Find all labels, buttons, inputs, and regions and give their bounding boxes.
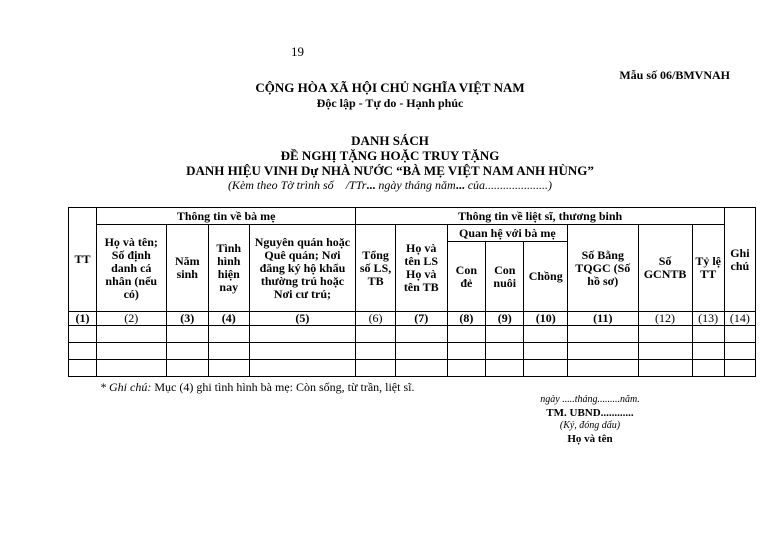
- num-2: (2): [97, 312, 167, 326]
- num-3: (3): [166, 312, 209, 326]
- col-martyr-name: Họ và tên LS Họ và tên TB: [395, 225, 447, 312]
- num-12: (12): [638, 312, 692, 326]
- num-13: (13): [692, 312, 724, 326]
- col-cert: Số Bằng TQGC (Số hồ sơ): [568, 225, 639, 312]
- title-reference: [0, 178, 780, 193]
- page-number: 19: [291, 44, 304, 59]
- col-gcntb: Số GCNTB: [638, 225, 692, 312]
- footnote-text: Mục (4) ghi tình hình bà mẹ: Còn sống, từ trần, liệt sĩ.: [151, 380, 415, 394]
- footnote-label: * Ghi chú:: [100, 380, 152, 394]
- ref-part-e: ...: [455, 178, 465, 192]
- num-6: (6): [356, 312, 395, 326]
- ref-part-b: /TTr: [345, 178, 367, 192]
- nomination-table: [68, 207, 756, 377]
- num-1: (1): [69, 312, 97, 326]
- col-rate: Tỷ lệ TT: [692, 225, 724, 312]
- group-relation: Quan hệ với bà mẹ: [447, 225, 567, 242]
- num-14: (14): [724, 312, 755, 326]
- col-note: Ghi chú: [724, 208, 755, 312]
- signature-instruction: (Ký, đóng dấu): [559, 420, 621, 431]
- col-origin: Nguyên quán hoặc Quê quán; Nơi đăng ký hộ khẩu thường trú hoặc Nơi cư trú;: [249, 225, 356, 312]
- col-tt: TT: [69, 208, 97, 312]
- num-7: (7): [395, 312, 447, 326]
- number-row: [69, 312, 756, 326]
- motto: Độc lập - Tự do - Hạnh phúc: [316, 96, 464, 110]
- num-10: (10): [524, 312, 568, 326]
- table-row: [69, 326, 756, 343]
- title-line-1: DANH SÁCH: [351, 133, 429, 148]
- signature-org: TM. UBND............: [546, 407, 634, 419]
- footnote: [100, 380, 414, 395]
- col-total: Tổng số LS, TB: [356, 225, 395, 312]
- col-bio: Con đẻ: [447, 242, 485, 312]
- signature-date: ngày .....tháng.........năm.: [540, 394, 640, 405]
- ref-part-a: (Kèm theo Tờ trình số: [227, 178, 334, 192]
- title-line-2: ĐỀ NGHỊ TẶNG HOẶC TRUY TẶNG: [280, 148, 500, 163]
- group-mother: Thông tin về bà mẹ: [97, 208, 356, 225]
- table-row: [69, 360, 756, 377]
- nation-heading: CỘNG HÒA XÃ HỘI CHỦ NGHĨA VIỆT NAM: [255, 80, 525, 95]
- col-husband: Chồng: [524, 242, 568, 312]
- ref-part-f: của.....................): [464, 178, 553, 192]
- num-5: (5): [249, 312, 356, 326]
- signature-name: Họ và tên: [567, 433, 613, 445]
- title-line-3: DANH HIỆU VINH Dự NHÀ NƯỚC “BÀ MẸ VIỆT NAM ANH HÙNG”: [186, 163, 594, 178]
- group-martyr: Thông tin về liệt sĩ, thương binh: [356, 208, 724, 225]
- form-code: Mẫu số 06/BMVNAH: [619, 68, 730, 82]
- col-status: Tình hình hiện nay: [209, 225, 249, 312]
- num-11: (11): [568, 312, 639, 326]
- ref-part-d: ngày tháng năm: [375, 178, 456, 192]
- col-birth: Năm sinh: [166, 225, 209, 312]
- num-8: (8): [447, 312, 485, 326]
- col-name: Họ và tên; Số định danh cá nhân (nếu có): [97, 225, 167, 312]
- num-9: (9): [486, 312, 524, 326]
- num-4: (4): [209, 312, 249, 326]
- ref-part-c: ...: [366, 178, 376, 192]
- table-row: [69, 343, 756, 360]
- col-adopt: Con nuôi: [486, 242, 524, 312]
